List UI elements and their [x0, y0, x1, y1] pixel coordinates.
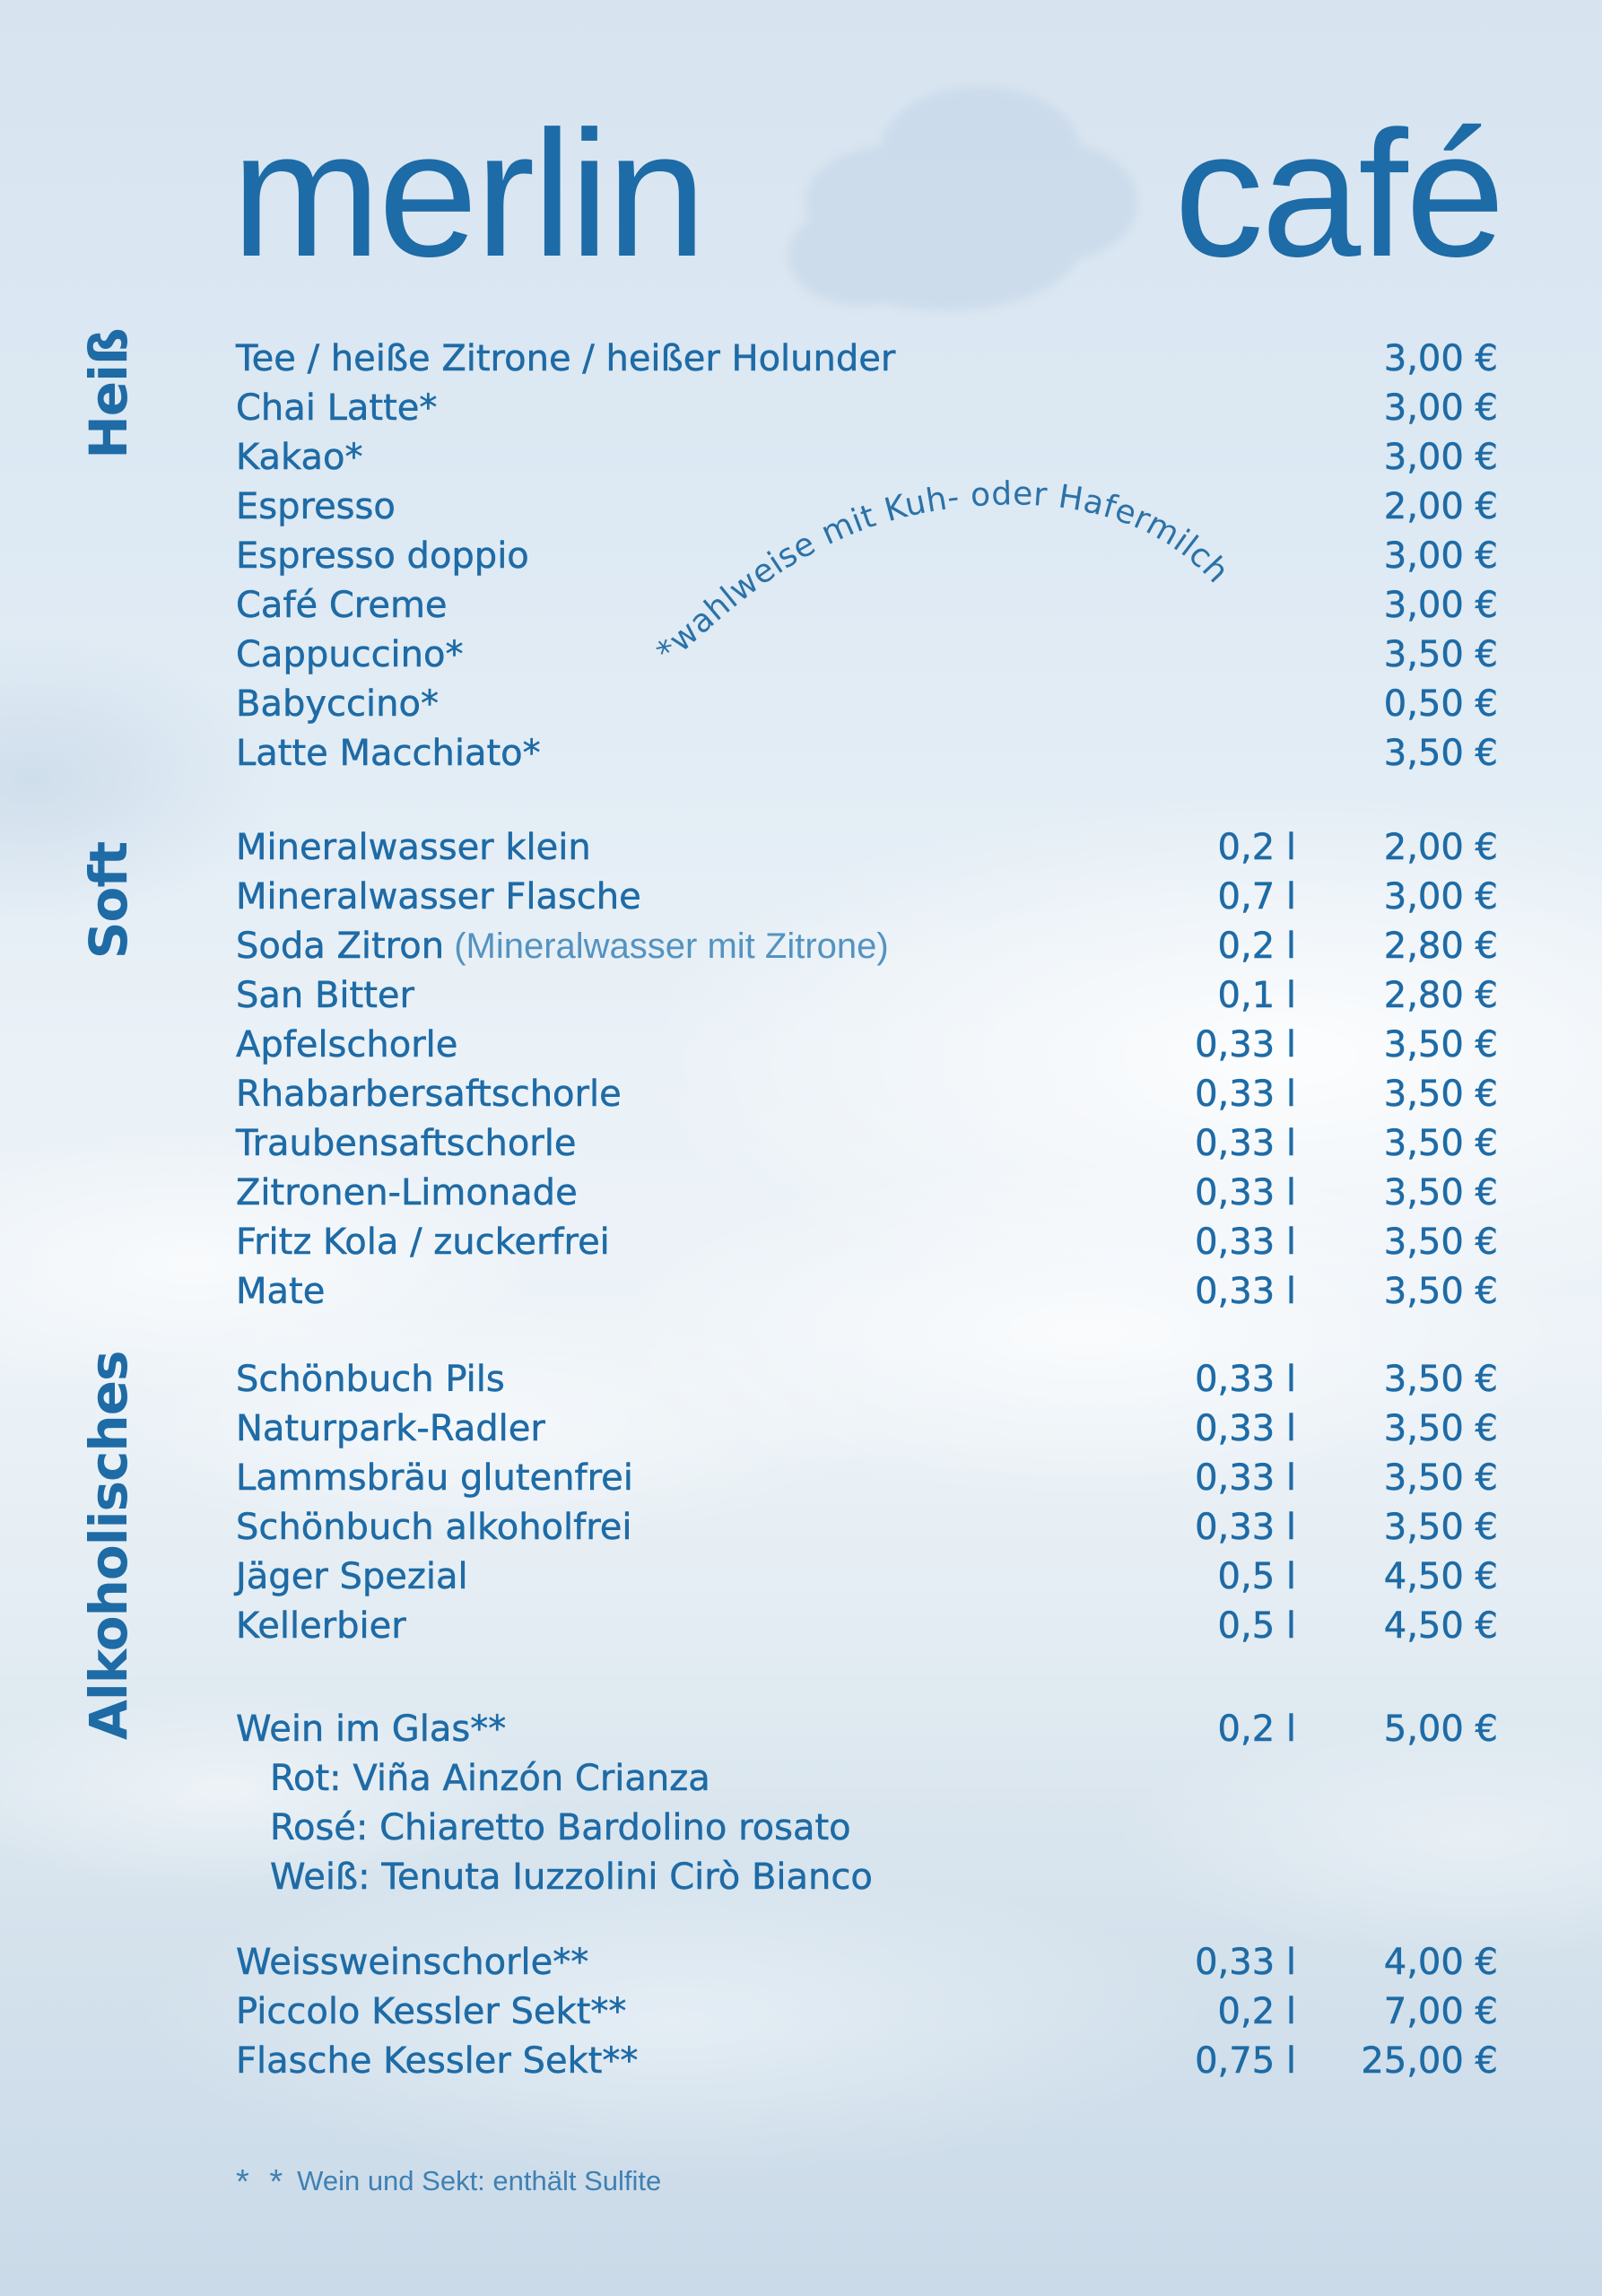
footer-note-text: Wein und Sekt: enthält Sulfite — [297, 2165, 662, 2196]
item-price: 3,50 € — [1383, 1270, 1498, 1312]
item-price: 3,00 € — [1383, 875, 1498, 918]
section-label-heiss: Heiß — [78, 328, 139, 459]
item-volume: 0,1 l — [1217, 974, 1296, 1016]
item-name: Weissweinschorle** — [236, 1941, 589, 1983]
item-price: 4,50 € — [1383, 1605, 1498, 1647]
menu-row — [236, 1803, 1498, 1852]
item-name: Piccolo Kessler Sekt** — [236, 1990, 627, 2032]
item-volume: 0,2 l — [1217, 925, 1296, 967]
item-price: 4,00 € — [1383, 1941, 1498, 1983]
item-name: Traubensaftschorle — [236, 1122, 577, 1164]
menu-row — [236, 1217, 1498, 1266]
item-volume: 0,2 l — [1217, 1708, 1296, 1750]
item-name: Apfelschorle — [236, 1023, 458, 1065]
menu-row — [236, 728, 1498, 778]
logo-cafe: café — [1173, 94, 1502, 294]
item-name: Mineralwasser klein — [236, 826, 591, 868]
item-name: Flasche Kessler Sekt** — [236, 2039, 639, 2082]
item-name: Latte Macchiato* — [236, 732, 541, 774]
menu-row — [236, 1168, 1498, 1217]
item-price: 2,80 € — [1383, 925, 1498, 967]
item-name: Wein im Glas** — [236, 1708, 507, 1750]
item-price: 3,00 € — [1383, 387, 1498, 429]
menu-row — [236, 1987, 1498, 2036]
item-volume: 0,2 l — [1217, 826, 1296, 868]
item-name: Naturpark-Radler — [236, 1407, 545, 1449]
menu-row — [236, 1937, 1498, 1987]
item-volume: 0,33 l — [1195, 1358, 1296, 1400]
item-name: Weiß: Tenuta Iuzzolini Cirò Bianco — [270, 1856, 873, 1898]
item-price: 3,50 € — [1383, 1358, 1498, 1400]
menu-row — [236, 1020, 1498, 1069]
menu-section-wine — [236, 1704, 1498, 1901]
menu-section-sekt — [236, 1937, 1498, 2085]
item-volume: 0,33 l — [1195, 1023, 1296, 1065]
item-name: Mate — [236, 1270, 326, 1312]
item-name: Espresso — [236, 485, 396, 527]
item-price: 7,00 € — [1383, 1990, 1498, 2032]
menu-row — [236, 2036, 1498, 2085]
item-name: Café Creme — [236, 584, 448, 626]
menu-row — [236, 1404, 1498, 1453]
menu-row — [236, 1118, 1498, 1168]
menu-row — [236, 1266, 1498, 1316]
menu-row — [236, 872, 1498, 921]
item-price: 3,50 € — [1383, 1506, 1498, 1548]
item-price: 3,00 € — [1383, 535, 1498, 577]
section-label-soft: Soft — [78, 841, 139, 960]
item-price: 3,50 € — [1383, 1122, 1498, 1164]
item-name: Rot: Viña Ainzón Crianza — [270, 1757, 710, 1799]
menu-row — [236, 1753, 1498, 1803]
menu-section-beer — [236, 1354, 1498, 1650]
milk-note-curve — [619, 453, 1247, 704]
item-price: 2,80 € — [1383, 974, 1498, 1016]
item-price: 2,00 € — [1383, 485, 1498, 527]
item-price: 3,50 € — [1383, 1221, 1498, 1263]
item-volume: 0,5 l — [1217, 1605, 1296, 1647]
item-name: Babyccino* — [236, 683, 439, 725]
item-name: Fritz Kola / zuckerfrei — [236, 1221, 610, 1263]
item-name: Espresso doppio — [236, 535, 529, 577]
menu-row — [236, 1552, 1498, 1601]
menu-section-soft — [236, 822, 1498, 1316]
menu-row — [236, 1354, 1498, 1404]
item-volume: 0,33 l — [1195, 1122, 1296, 1164]
item-name: Lammsbräu glutenfrei — [236, 1457, 633, 1499]
item-price: 3,00 € — [1383, 436, 1498, 478]
menu-row — [236, 383, 1498, 432]
item-name: Schönbuch alkoholfrei — [236, 1506, 632, 1548]
menu-row — [236, 822, 1498, 872]
item-name: Rhabarbersaftschorle — [236, 1073, 622, 1115]
item-name: San Bitter — [236, 974, 414, 1016]
item-price: 25,00 € — [1361, 2039, 1498, 2082]
menu-row — [236, 1601, 1498, 1650]
item-name: Mineralwasser Flasche — [236, 875, 641, 918]
item-price: 3,50 € — [1383, 732, 1498, 774]
menu-row — [236, 1502, 1498, 1552]
item-volume: 0,5 l — [1217, 1555, 1296, 1597]
item-name: Kellerbier — [236, 1605, 406, 1647]
cloud-icon — [758, 45, 1144, 377]
footer-note — [236, 2163, 661, 2202]
item-price: 3,50 € — [1383, 1023, 1498, 1065]
item-price: 3,50 € — [1383, 1073, 1498, 1115]
menu-row — [236, 334, 1498, 383]
menu-row — [236, 921, 1498, 970]
item-volume: 0,33 l — [1195, 1270, 1296, 1312]
item-price: 2,00 € — [1383, 826, 1498, 868]
item-name: Tee / heiße Zitrone / heißer Holunder — [236, 337, 896, 379]
item-volume: 0,33 l — [1195, 1407, 1296, 1449]
item-price: 3,50 € — [1383, 1407, 1498, 1449]
item-volume: 0,2 l — [1217, 1990, 1296, 2032]
item-name: Soda Zitron (Mineralwasser mit Zitrone) — [236, 925, 889, 967]
item-price: 3,00 € — [1383, 584, 1498, 626]
section-label-alkoholisches: Alkoholisches — [78, 1351, 139, 1740]
item-volume: 0,33 l — [1195, 1506, 1296, 1548]
item-price: 3,50 € — [1383, 1171, 1498, 1213]
item-name: Cappuccino* — [236, 633, 464, 675]
item-price: 3,50 € — [1383, 1457, 1498, 1499]
menu-row — [236, 1069, 1498, 1118]
item-price: 3,00 € — [1383, 337, 1498, 379]
footer-asterisks: * * — [236, 2163, 289, 2201]
item-price: 4,50 € — [1383, 1555, 1498, 1597]
item-volume: 0,33 l — [1195, 1073, 1296, 1115]
item-volume: 0,33 l — [1195, 1221, 1296, 1263]
item-volume: 0,33 l — [1195, 1171, 1296, 1213]
item-name: Chai Latte* — [236, 387, 438, 429]
item-volume: 0,33 l — [1195, 1457, 1296, 1499]
item-note: (Mineralwasser mit Zitrone) — [444, 926, 889, 966]
item-volume: 0,75 l — [1195, 2039, 1296, 2082]
menu-row — [236, 970, 1498, 1020]
item-price: 3,50 € — [1383, 633, 1498, 675]
menu-row — [236, 1704, 1498, 1753]
item-name: Schönbuch Pils — [236, 1358, 505, 1400]
item-volume: 0,7 l — [1217, 875, 1296, 918]
menu-row — [236, 1453, 1498, 1502]
item-volume: 0,33 l — [1195, 1941, 1296, 1983]
milk-note-text: *wahlweise mit Kuh- oder Hafermilch — [649, 475, 1236, 671]
item-name: Kakao* — [236, 436, 363, 478]
item-name: Jäger Spezial — [236, 1555, 468, 1597]
item-price: 0,50 € — [1383, 683, 1498, 725]
item-name: Zitronen-Limonade — [236, 1171, 578, 1213]
logo-merlin: merlin — [231, 94, 704, 294]
item-name: Rosé: Chiaretto Bardolino rosato — [270, 1806, 851, 1848]
item-price: 5,00 € — [1383, 1708, 1498, 1750]
menu-row — [236, 1852, 1498, 1901]
